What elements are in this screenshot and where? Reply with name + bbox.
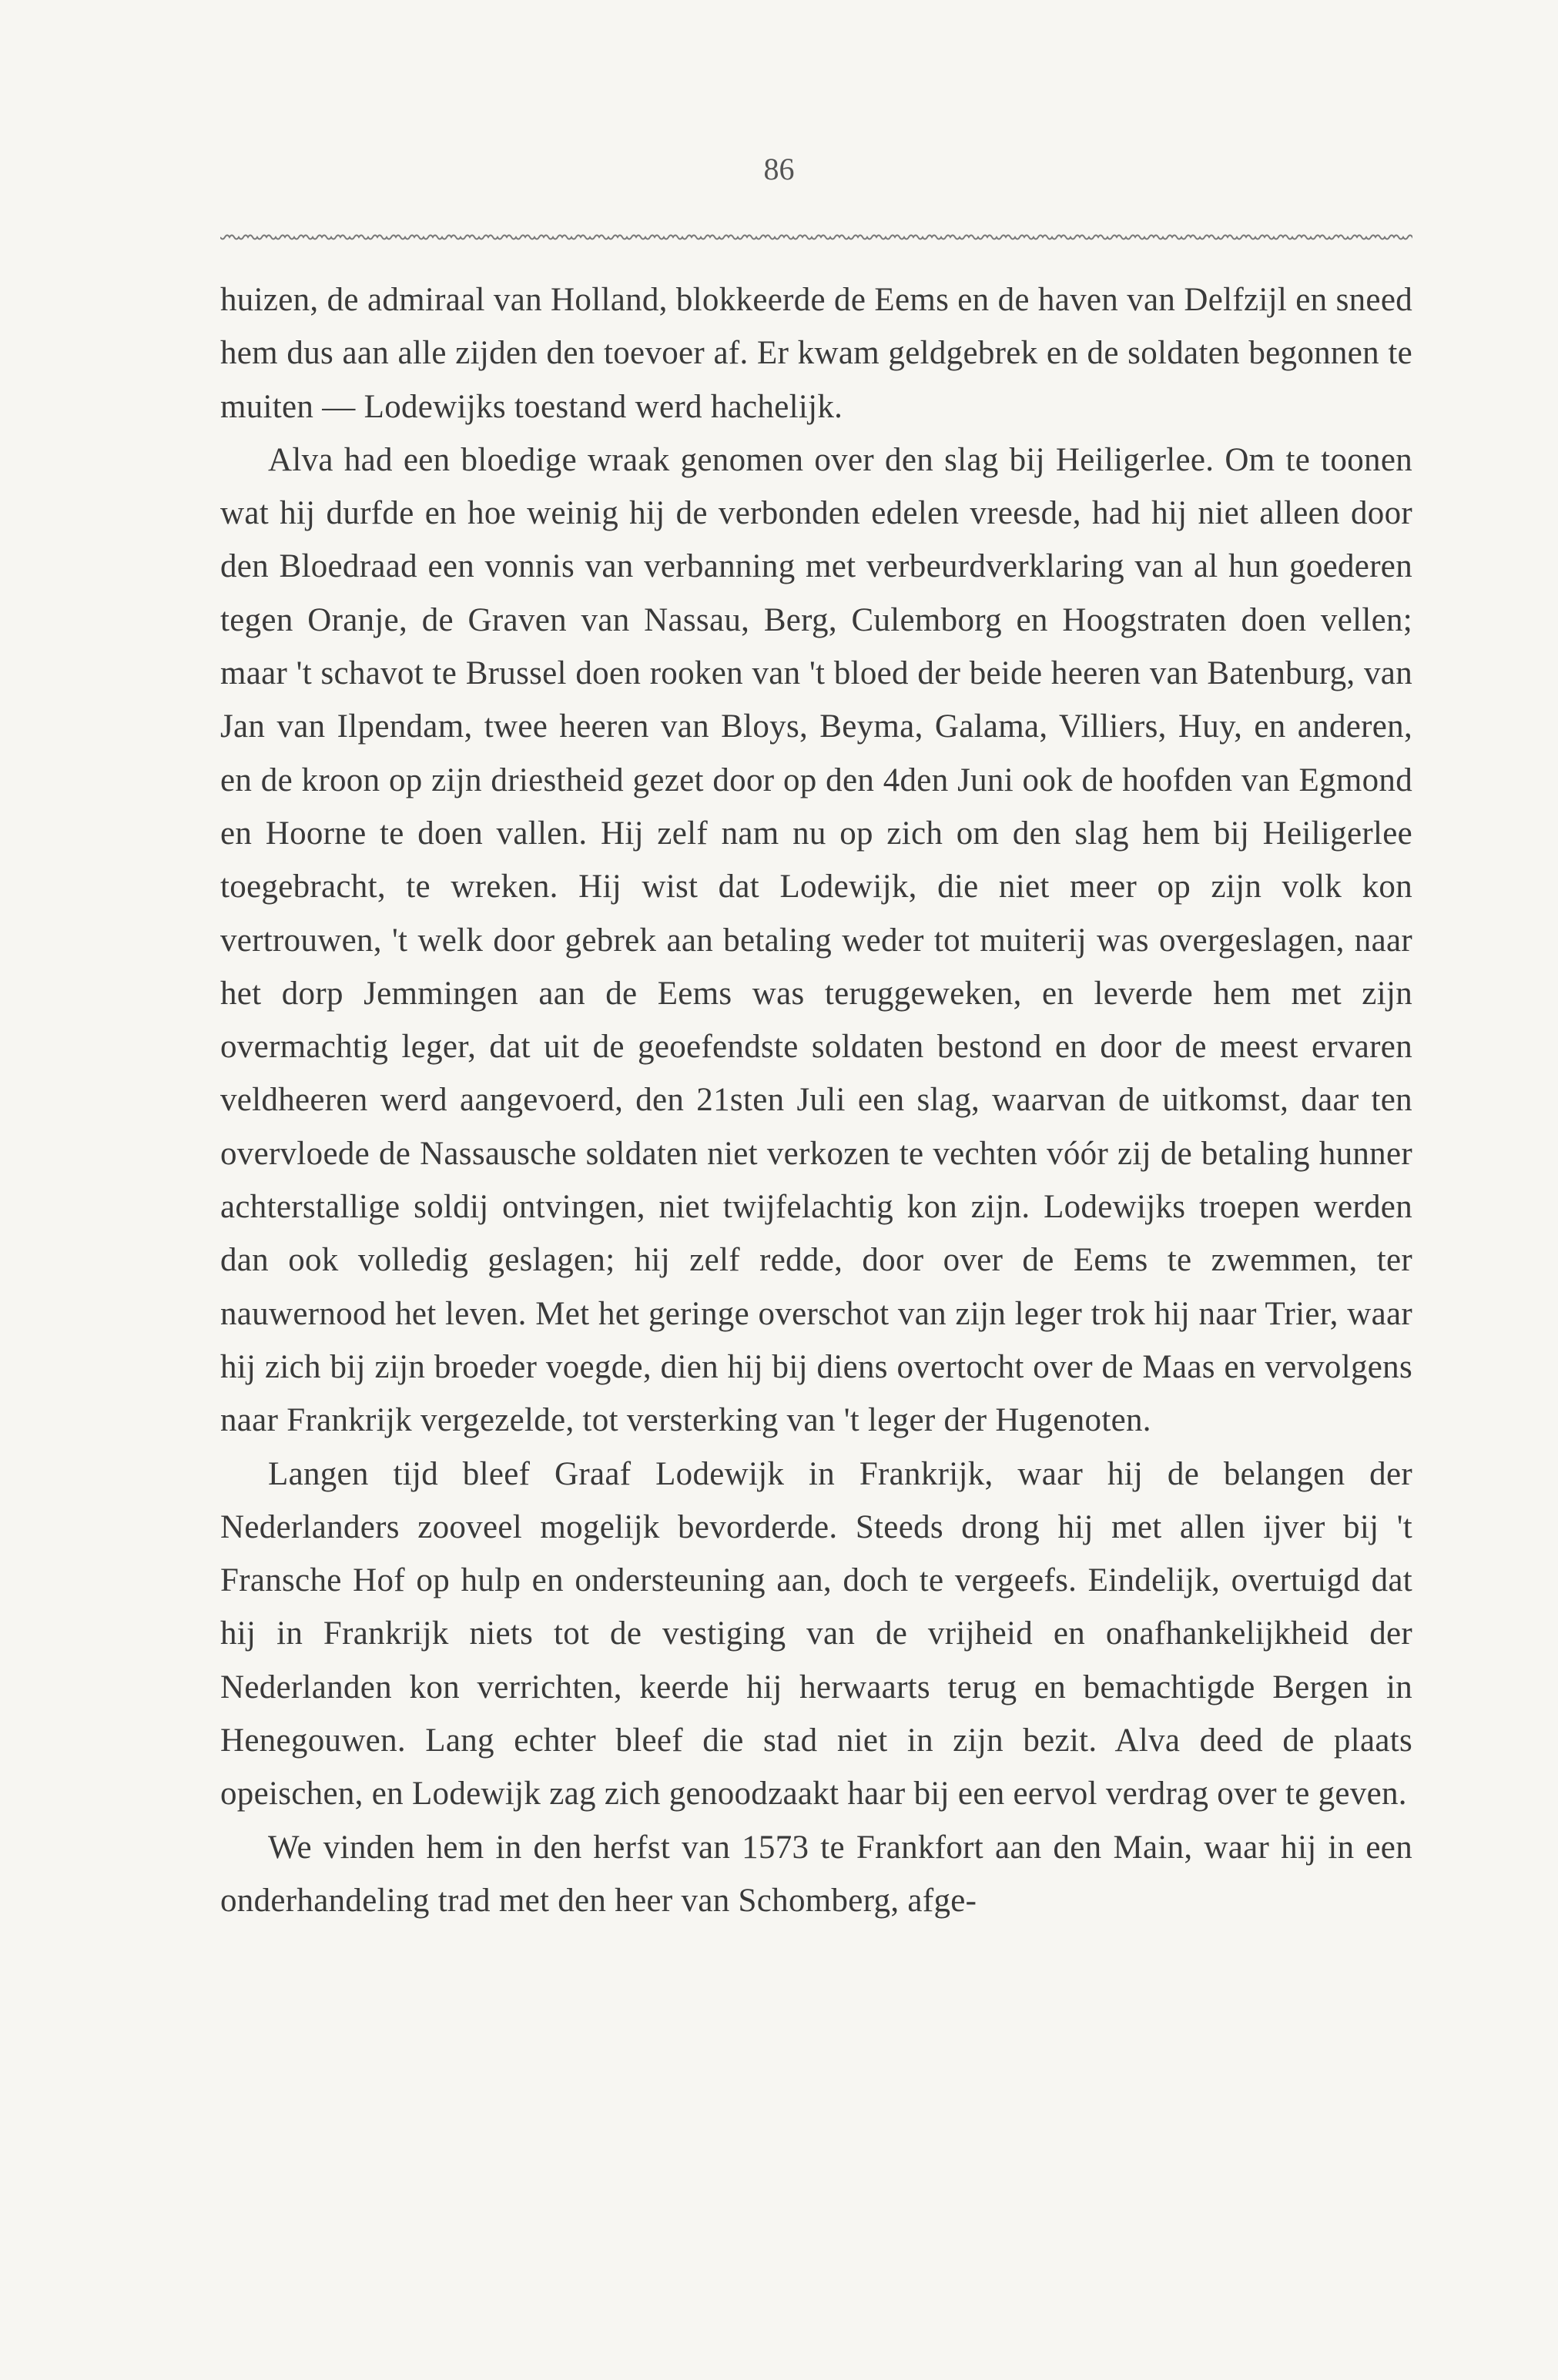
paragraph-2: Alva had een bloedige wraak genomen over den slag bij Heiligerlee. Om te toonen wat hij durfde en hoe weinig hij de verbonden edelen vreesde, had hij niet alleen door den Bloedraad een vonnis van verbanning met verbeurdverklaring van al hun goederen tegen Oranje, de Graven van Nassau, Berg, Culemborg en Hoogstraten doen vellen; maar 't schavot te Brussel doen rooken van 't bloed der beide heeren van Batenburg, van Jan van Ilpendam, twee heeren van Bloys, Beyma, Galama, Villiers, Huy, en anderen, en de kroon op zijn driestheid gezet door op den 4den Juni ook de hoofden van Egmond en Hoorne te doen vallen. Hij zelf nam nu op zich om den slag hem bij Heiligerlee toegebracht, te wreken. Hij wist dat Lodewijk, die niet meer op zijn volk kon vertrouwen, 't welk door gebrek aan betaling weder tot muiterij was overgeslagen, naar het dorp Jemmingen aan de Eems was teruggeweken, en leverde hem met zijn overmachtig leger, dat uit de geoefendste soldaten bestond en door de meest ervaren veldheeren werd aangevoerd, den 21sten Juli een slag, waarvan de uitkomst, daar ten overvloede de Nassausche soldaten niet verkozen te vechten vóór zij de betaling hunner achterstallige soldij ontvingen, niet twijfelachtig kon zijn. Lodewijks troepen werden dan ook volledig geslagen; hij zelf redde, door over de Eems te zwemmen, ter nauwernood het leven. Met het geringe overschot van zijn leger trok hij naar Trier, waar hij zich bij zijn broeder voegde, dien hij bij diens overtocht over de Maas en vervolgens naar Frankrijk vergezelde, tot versterking van 't leger der Hugenoten. bbox=[220, 441, 1412, 1439]
paragraph-1: huizen, de admiraal van Holland, blokkeerde de Eems en de haven van Delfzijl en sneed hem dus aan alle zijden den toevoer af. Er kwam geldgebrek en de soldaten begonnen te muiten — Lodewijks toestand werd hachelijk. bbox=[220, 282, 1412, 425]
paragraph-3: Langen tijd bleef Graaf Lodewijk in Frankrijk, waar hij de belangen der Nederlanders zooveel mogelijk bevorderde. Steeds drong hij met allen ijver bij 't Fransche Hof op hulp en ondersteuning aan, doch te vergeefs. Eindelijk, overtuigd dat hij in Frankrijk niets tot de vestiging van de vrijheid en onafhankelijkheid der Nederlanden kon verrichten, keerde hij herwaarts terug en bemachtigde Bergen in Henegouwen. Lang echter bleef die stad niet in zijn bezit. Alva deed de plaats opeischen, en Lodewijk zag zich genoodzaakt haar bij een eervol verdrag over te geven. bbox=[220, 1455, 1412, 1813]
body-text bbox=[220, 273, 1412, 1927]
paragraph-4: We vinden hem in den herfst van 1573 te Frankfort aan den Main, waar hij in een onderhandeling trad met den heer van Schomberg, afge- bbox=[220, 1829, 1412, 1919]
page-number: 86 bbox=[763, 152, 795, 186]
wavy-rule bbox=[220, 231, 1412, 243]
